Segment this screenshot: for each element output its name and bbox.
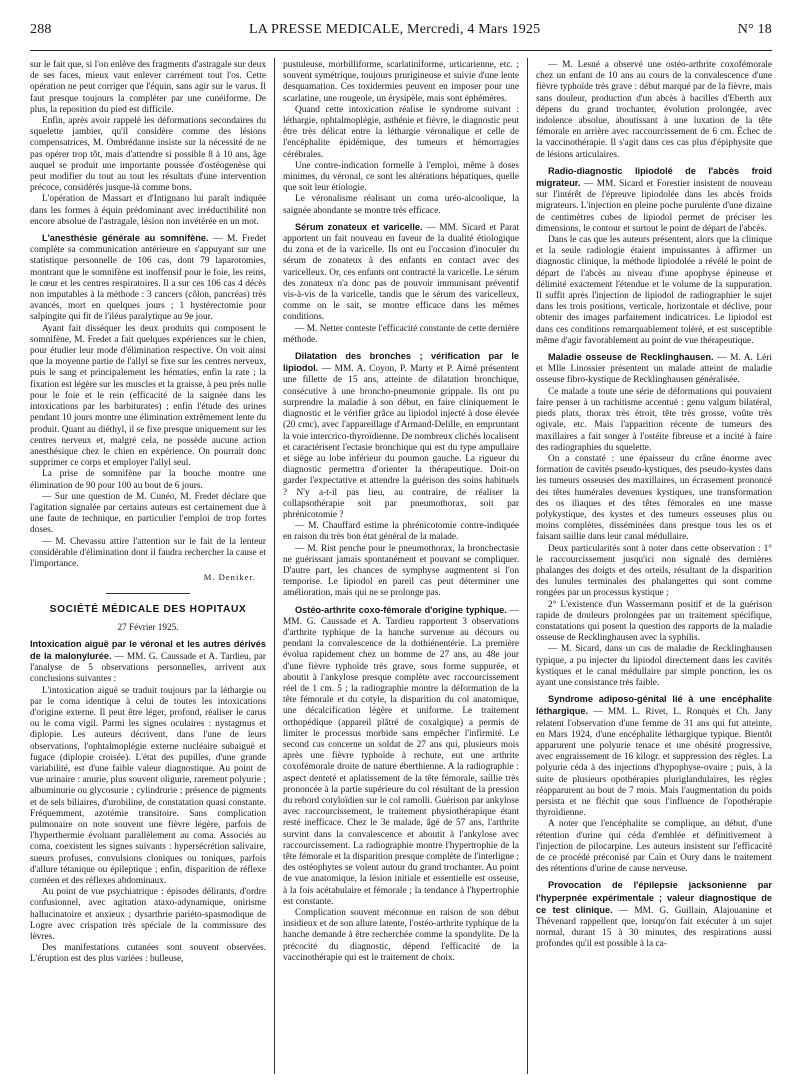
paragraph: — M. Chauffard estime la phrénicotomie contre-indiquée en raison du très bon état général de la malade. xyxy=(283,521,519,543)
article-title: Radio-diagnostic lipiodolé de l'abcès froid migrateur. xyxy=(536,165,772,189)
article-title: Maladie osseuse de Recklinghausen. xyxy=(548,352,714,363)
article-body: — MM. G. Guillain, Alajouanine et Thévenard rappellent que, lorsqu'on fait exécuter à un sujet normal, durant 15 à 30 minutes, des respirations aussi profondes qu'il est possible à la ca- xyxy=(536,905,772,950)
article-body: — M. A. Léri et Mlle Linossier présentent un malade atteint de maladie osseuse fibro-kystique de Recklinghausen généralisée. xyxy=(536,353,772,386)
paragraph: — M. Lesné a observé une ostéo-arthrite coxofémorale chez un enfant de 10 ans au cours de la convalescence d'une fièvre typhoïde très grave : début marqué par de la fièvre, mais sans douleur, production d'un abcès à bacilles d'Eberth aux dépens du grand trochanter, évolution prolongée, avec indolence absolue, aboutissant à une luxation de la tête fémorale en arrière avec raccourcissement de 6 cm. Échec de la vaccinothérapie. Il s'agit dans ces cas plus d'épiphysite que de lésions articulaires. xyxy=(536,60,772,160)
paragraph: L'intoxication aiguë se traduit toujours par la léthargie ou par le coma identique à celui de toutes les intoxications d'origine externe. Il peut être léger, profond, réaliser le carus ou le coma vigil. Parmi les signes oculaires : nystagmus et diplopie. Les auteurs décrivent, dans l'une de leurs observations, l'ophtalmoplégie externe nucléaire subaiguë et fugace (diplopie croisée). L'état des pupilles, d'une grande variabilité, est d'une faible valeur diagnostique. Au point de vue urinaire : anurie, plus souvent oligurie, rarement polyurie ; albuminurie ou glycosurie ; cylindrurie ; présence de pigments et de sels biliaires, d'urobiline, de constatation quasi constante. Fréquemment, azotémie transitoire. Sans complication pulmonaire on note souvent une fièvre légère, parfois de l'hyperthermie évoluant parallèlement au coma. Associés au coma, coexistent les signes suivants : hypersécrétion salivaire, sueurs profuses, convulsions cloniques ou toniques, parfois d'allure tétanique ou épileptique ; enfin, disparition de réflexe cornéen et des réflexes abdominaux. xyxy=(30,685,266,887)
paragraph: Quand cette intoxication réalise le syndrome suivant : léthargie, ophtalmoplégie, asthénie et fièvre, le diagnostic peut être très délicat entre la léthargie véronalique et celle de l'encéphalite épidémique, des tumeurs et hémorragies cérébrales. xyxy=(283,104,519,160)
signature: M. Deniker. xyxy=(203,572,256,583)
paragraph: — M. Rist penche pour le pneumothorax, la bronchectasie ne guérissant jamais spontanément et pouvant se compliquer. D'autre part, les chances de symphyse augmentent si l'on temporise. Le lipiodol en pareil cas peut déterminer une amélioration, mais qui ne se prolonge pas. xyxy=(283,543,519,599)
article xyxy=(536,694,772,819)
article-title: L'anesthésie générale au somnifène. xyxy=(42,233,209,244)
paragraph: Ce malade a toute une série de déformations qui pouvaient faire penser à un rachitisme accentué : genu valgum bilatéral, pieds plats, thorax très étroit, tête très grosse, voûte très ogivale, etc. Mais l'apparition récente de tumeurs des maxillaires a fait songer à l'ostéite fibreuse et a incité à faire des radiographies du squelette. xyxy=(536,386,772,453)
issue-number: N° 18 xyxy=(737,22,772,37)
article-title: Sérum zonateux et varicelle. xyxy=(295,221,423,232)
paragraph: On a constaté : une épaisseur du crâne énorme avec formation de cavités pseudo-kystiques, des pseudo-kystes dans les tumeurs osseuses des maxillaires, un écrasement prononcé des têtes humérales devenues kystiques, une transformation des os iliaques et des têtes fémorales en une masse polykystique, des kystes et des tumeurs osseuses plus ou moins complètes, disséminées dans presque tous les os et faisant saillie dans leur canal médullaire. xyxy=(536,453,772,543)
paragraph: Deux particularités sont à noter dans cette observation : 1° le raccourcissement jusqu'ici non signalé des dernières phalanges des doigts et des orteils, résultant de la disparition des lunules terminales des phalangettes qui sont comme rongées par un processus kystique ; xyxy=(536,543,772,599)
article-title: Syndrome adiposo-génital lié à une encéphalite léthargique. xyxy=(536,694,772,717)
section-rule xyxy=(106,593,190,594)
column-divider xyxy=(274,58,275,1074)
paragraph: — M. Sicard, dans un cas de maladie de Recklinghausen typique, a pu injecter du lipiodol directement dans les cavités kystiques et le canal médullaire par simple ponction, les os ayant une consistance très faible. xyxy=(536,644,772,688)
article xyxy=(283,222,519,324)
paragraph: Ayant fait disséquer les deux produits qui composent le somnifène, M. Fredet a fait quelques expériences sur le chien, pour étudier leur mode d'élimination respective. On voit ainsi que la moyenne partie de l'allyl se fixe sur les centres nerveux, puis le sang et principalement les hématies, enfin la rate ; la fixation est légère sur les muscles et la graisse, à peu près nulle pour le foie et le rein (efficacité de la saignée dans les intoxications par les barbiturates) ; enfin l'étude des urines pendant 10 jours montre une élimination extrêmement lente du produit. Quant au diéthyl, il se fixe presque uniquement sur les centres nerveux et, malgré cela, ne possède aucune action anesthésique chez le chien en expérience. On pourrait donc supprimer ce corps et employer l'allyl seul. xyxy=(30,323,266,469)
paragraph: A noter que l'encéphalite se complique, au début, d'une rétention d'urine qui céda d'emblée et définitivement à l'injection de pilocarpine. Les auteurs insistent sur l'efficacité de ce procédé préconisé par Caïn et Oury dans le traitement des rétentions d'urine de cause nerveuse. xyxy=(536,819,772,875)
article xyxy=(536,880,772,950)
paragraph: La prise de somnifène par la bouche montre une élimination de 90 pour 100 au bout de 6 jours. xyxy=(30,469,266,491)
article-title: Dilatation des bronches ; vérification par le lipiodol. xyxy=(283,351,519,374)
paragraph: — M. Chevassu attire l'attention sur le fait de la lenteur considérable d'élimination dont il faudra rechercher la cause et l'importance. xyxy=(30,536,266,569)
article xyxy=(30,233,266,324)
page-number: 288 xyxy=(30,22,52,37)
article xyxy=(536,166,772,235)
article-title: Intoxication aiguë par le véronal et les autres dérivés de la malonylurée. xyxy=(30,638,266,661)
paragraph: pustuleuse, morbilliforme, scarlatiniforme, urticarienne, etc. ; souvent symétrique, toujours prurigineuse et suivie d'une lente desquamation. Ces toxidermies peuvent en imposer pour une scarlatine, une rougeole, un érysipèle, mais sont éphémères. xyxy=(283,60,519,104)
page-header xyxy=(30,22,772,50)
paragraph: Des manifestations cutanées sont souvent observées. L'éruption est des plus variées : bulleuse, xyxy=(30,943,266,965)
article-body: — MM. A. Coyon, P. Marty et P. Aimé présentent une fillette de 15 ans, atteinte de dilatation bronchique, consécutive à une broncho-pneumonie grippale. Ils ont pu surprendre la maladie à son début, en faire cliniquement le diagnostic et le vérifier grâce au lipiodol injecté à dose élevée (20 cmc), avec l'appareillage d'Armand-Delille, en empruntant la voie intercrico-thyroïdienne. De nombreux clichés localisent et caractérisent l'ectasie bronchique qui est du type ampullaire et siège au lobe inférieur du poumon gauche. La rigueur du diagnostic permettra d'orienter la thérapeutique. Doit-on garder l'expectative et attendre la guérison des soins habituels ? N'y a-t-il pas lieu, au contraire, de réaliser la collapsothérapie soit par pneumothorax, soit par phrénicotomie ? xyxy=(283,364,519,520)
paragraph: 2° L'existence d'un Wassermann positif et de la guérison rapide de douleurs prolongées par un traitement spécifique, constatations qui posent la question des rapports de la maladie osseuse de Recklinghausen avec la syphilis. xyxy=(536,599,772,644)
column-divider xyxy=(527,58,528,1074)
article xyxy=(283,605,519,908)
column-left xyxy=(30,60,266,1074)
article-title: Ostéo-arthrite coxo-fémorale d'origine typhique. xyxy=(295,604,507,615)
article-body: — MM. Sicard et Forestier insistent de nouveau sur l'intérêt de l'épreuve lipiodolée dans les abcès froids migrateurs. L'injection en pleine poche purulente d'une dizaine de centimètres cubes de lipiodol permet de préciser les dimensions, le contour et surtout le point de départ de l'abcès. xyxy=(536,179,772,234)
column-right xyxy=(536,60,772,1074)
paragraph: L'opération de Massart et d'Intignano lui paraît indiquée dans les formes à équin prédominant avec irréductibilité non encore absolue de l'astragale, lésion non invétérée en un mot. xyxy=(30,194,266,227)
column-middle xyxy=(283,60,519,1074)
article xyxy=(536,352,772,387)
paragraph: — Sur une question de M. Cunéo, M. Fredet déclare que l'agitation signalée par certains auteurs est certainement due à une faute de technique, en particulier l'emploi de trop fortes doses. xyxy=(30,491,266,536)
paragraph: Une contre-indication formelle à l'emploi, même à doses minimes, du véronal, ce sont les altérations hépatiques, quelle que soit leur étiologie. xyxy=(283,160,519,194)
article-title: Provocation de l'épilepsie jacksonienne par l'hyperpnée expérimentale ; valeur diagnostique de ce test clinique. xyxy=(536,880,772,915)
article-body: — MM. G. Caussade et A. Tardieu, par l'analyse de 5 observations personnelles, arrivent aux conclusions suivantes : xyxy=(30,651,266,685)
section-title: SOCIÉTÉ MÉDICALE DES HOPITAUX xyxy=(49,604,247,616)
paragraph: Enfin, après avoir rappelé les déformations secondaires du squelette jambier, qu'il considère comme des lésions compensatrices, M. Ombrédanne insiste sur la nécessité de ne pas opérer trop tôt, mais d'attendre si possible 8 à 10 ans, âge auquel se produit une importante poussée d'ostéogenèse qui peut modifier du tout au tout les résultats d'une intervention précoce, considérés jusque-là comme bons. xyxy=(30,116,266,194)
article-body: — MM. G. Caussade et A. Tardieu rapportent 3 observations d'arthrite typhique de la hanche survenue au décours ou pendant la convalescence de la dothiénentérie. La première évolua rapidement chez un homme de 27 ans, au 48e jour d'une fièvre typhoïde très grave, sous forme suppurée, et aboutit à l'ankylose presque complète avec raccourcissement réel de 1 cm. 5 ; la radiographie montre la déformation de la tête fémorale et du cotyle, la disparition du col anatomique, une décalcification légère et uniforme. Le traitement orthopédique (appareil plâtré de coxalgique) a permis de limiter le processus morbide sans empêcher l'infirmité. Le second cas concerne un soldat de 27 ans qui, plusieurs mois après une fièvre typhoïde à rechute, eut une arthrite coxofémorale droite de nature éberthienne. A la radiographie : aspect denteté et aplatissement de la tête fémorale, saillie très prononcée à la partie supérieure du col résultant de la pression du rebord cotyloïdien sur le col ramolli. Guérison par ankylose avec raccourcissement, le traitement physiothérapique étant resté inefficace. Chez le 3e malade, âgé de 57 ans, l'arthrite survint dans la convalescence et aboutit à l'ankylose avec raccourcissement. La radiographie montre l'hypertrophie de la tête fémorale et la disparition presque complète de l'interligne ; des ostéophytes se volent autour du grand trochanter. Au point de vue anatomique, la lésion initiale et essentielle est osseuse, à la fois acétabulaire et fémorale ; la tendance à l'hypertrophie est constante. xyxy=(283,605,519,907)
article-body: — M. Fredet complète sa communication antérieure en s'appuyant sur une statistique personnelle de 106 cas, dont 79 laparotomies, montrant que le somnifène est inoffensif pour le foie, les reins, le cœur et les centres respiratoires. Il a sur ces 106 cas 4 décès non imputables à la méthode : 3 cancers (côlon, pancréas) très avancés, mort en quelques jours ; 1 hystérectomie pour salpingite qui fit de l'iléus paralytique au 9e jour. xyxy=(30,234,266,323)
article xyxy=(283,351,519,521)
paragraph: Dans le cas que les auteurs présentent, alors que la clinique et la seule radiologie étaient impuissantes à affirmer un diagnostic clinique, la méthode lipiodolée a révélé le point de départ de l'abcès au niveau d'une apophyse épineuse et délimité exactement l'étendue et le volume de la suppuration. Il suffit après l'injection de lipiodol de radiographier le sujet dans les trois positions, verticale, horizontale et déclive, pour obtenir des images parfaitement indicatrices. Le lipiodol est dans ces conditions remarquablement toléré, et est susceptible même d'agir favorablement au point de vue thérapeutique. xyxy=(536,235,772,346)
article-body: — MM. L. Rivet, L. Ronquès et Ch. Jany relatent l'observation d'une femme de 31 ans qui fut atteinte, en Mars 1924, d'une encéphalite léthargique typique. Bientôt apparurent une polyurie tenace et une obésité progressive, avec engraissement de 16 kilogr. et suppression des règles. La polyurie céda à des injections d'hypophyse-ovaire ; puis, à la suite de plusieurs opothérapies pluriglandulaires, les règles réapparurent au bout de 7 mois. Mais l'augmentation du poids persista et ne fléchit que sous l'influence de l'opothérapie thyroïdienne. xyxy=(536,707,772,819)
paragraph: Au point de vue psychiatrique : épisodes délirants, d'ordre confusionnel, avec agitation ataxo-adynamique, onirisme hallucinatoire et anxieux ; dysarthrie pariéto-spasmodique de Logre avec crispation très spéciale de la commissure des lèvres. xyxy=(30,887,266,943)
paragraph: Complication souvent méconnue en raison de son début insidieux et de son allure latente, l'ostéo-arthrite typhique de la hanche demande à être recherchée comme la spondylite. De la précocité du diagnostic, dépend l'efficacité de la vaccinothérapie qui est le traitement de choix. xyxy=(283,908,519,963)
section-date: 27 Février 1925. xyxy=(117,621,179,632)
header-rule xyxy=(30,50,772,51)
article xyxy=(30,639,266,686)
paragraph: — M. Netter conteste l'efficacité constante de cette dernière méthode. xyxy=(283,323,519,345)
paragraph: Le véronalisme réalisant un coma uréo-alcoolique, la saignée abondante se montre très efficace. xyxy=(283,194,519,216)
paragraph: sur le fait que, si l'on enlève des fragments d'astragale sur deux de ses faces, mieux vaut enlever carrément tout l'os. Cette opération ne peut corriger que l'équin, sans agir sur le varus. Il faut presque toujours la compléter par une cunéiforme. De plus, la reposition du pied est difficile. xyxy=(30,60,266,115)
journal-title: LA PRESSE MEDICALE, Mercredi, 4 Mars 1925 xyxy=(249,22,541,37)
article-body: — MM. Sicard et Parat apportent un fait nouveau en faveur de la dualité étiologique du zona et de la varicelle. Ils ont eu l'occasion d'inoculer du sérum de zonateux à des enfants en contact avec des varicelleux. Or, ces enfants ont contracté la varicelle. Le sérum des zonateux n'a donc pas de pouvoir immunisant préventif vis-à-vis de la varicelle, tandis que le sérum des varicelleux, comme on le sait, se montre efficace dans les mêmes conditions. xyxy=(283,222,519,323)
